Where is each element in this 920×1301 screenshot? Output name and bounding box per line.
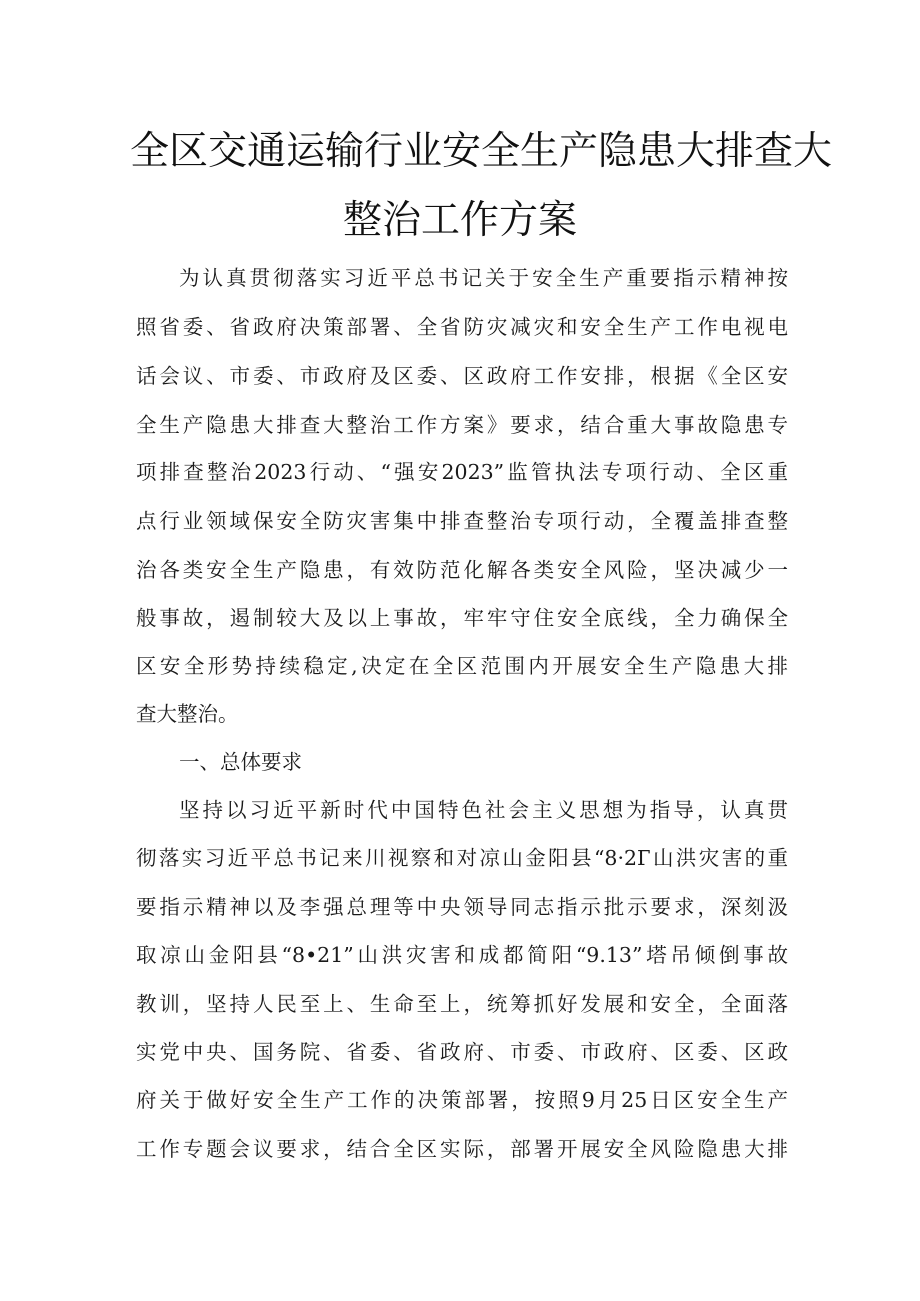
paragraph-2-line-5: 教训，坚持人民至上、生命至上，统筹抓好发展和安全，全面落 <box>136 992 788 1016</box>
paragraph-2-line-4: 取凉山金阳县“8•21”山洪灾害和成都简阳“9.13”塔吊倾倒事故 <box>136 943 788 967</box>
paragraph-1-line-4: 全生产隐患大排查大整治工作方案》要求，结合重大事故隐患专 <box>136 413 788 437</box>
paragraph-1-line-6: 点行业领域保安全防灾害集中排查整治专项行动，全覆盖排查整 <box>136 509 788 533</box>
paragraph-2-line-1: 坚持以习近平新时代中国特色社会主义思想为指导，认真贯 <box>179 798 788 822</box>
paragraph-1-line-5: 项排查整治2023行动、“强安2023”监管执法专项行动、全区重 <box>136 460 788 484</box>
paragraph-2-line-3: 要指示精神以及李强总理等中央领导同志指示批示要求，深刻汲 <box>136 895 788 919</box>
paragraph-1-line-2: 照省委、省政府决策部署、全省防灾减灾和安全生产工作电视电 <box>136 315 788 339</box>
paragraph-1-line-1: 为认真贯彻落实习近平总书记关于安全生产重要指示精神按 <box>179 266 788 290</box>
paragraph-1-line-7: 治各类安全生产隐患，有效防范化解各类安全风险，坚决减少一 <box>136 558 788 582</box>
document-title-line-1: 全区交通运输行业安全生产隐患大排查大 <box>130 129 833 174</box>
paragraph-2-line-2: 彻落实习近平总书记来川视察和对凉山金阳县“8·2Г山洪灾害的重 <box>136 846 788 870</box>
paragraph-2-line-7: 府关于做好安全生产工作的决策部署，按照9月25日区安全生产 <box>136 1088 788 1112</box>
paragraph-1-line-10: 查大整治。 <box>136 702 239 726</box>
document-title-line-2: 整治工作方案 <box>342 198 577 243</box>
paragraph-1-line-8: 般事故，遏制较大及以上事故，牢牢守住安全底线，全力确保全 <box>136 606 788 630</box>
paragraph-1-line-9: 区安全形势持续稳定,决定在全区范围内开展安全生产隐患大排 <box>136 654 788 678</box>
paragraph-2-line-8: 工作专题会议要求，结合全区实际，部署开展安全风险隐患大排 <box>136 1137 788 1161</box>
paragraph-1-line-3: 话会议、市委、市政府及区委、区政府工作安排，根据《全区安 <box>136 364 788 388</box>
paragraph-2-line-6: 实党中央、国务院、省委、省政府、市委、市政府、区委、区政 <box>136 1040 788 1064</box>
section-heading-general-requirements: 一、总体要求 <box>179 750 302 774</box>
